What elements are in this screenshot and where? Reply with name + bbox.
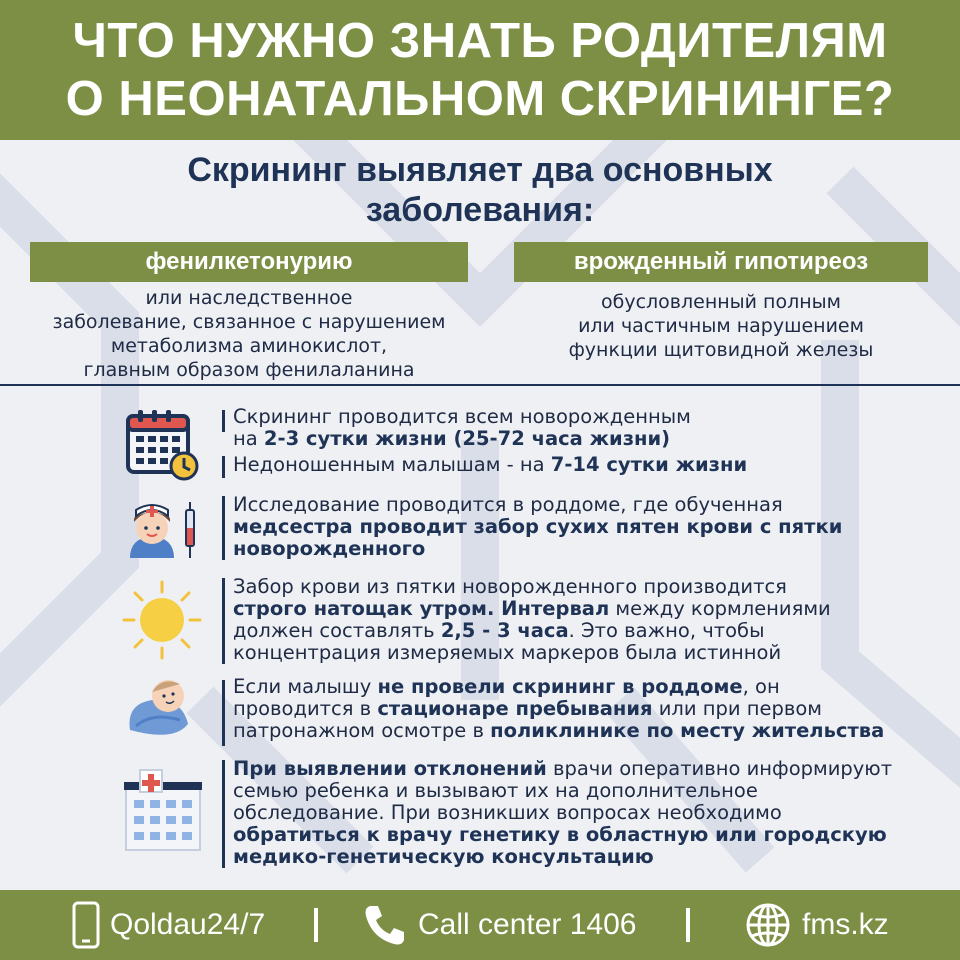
- text-line: [233, 428, 933, 450]
- bold-span: При выявлении отклонений: [233, 757, 547, 780]
- row-bar: [222, 456, 225, 478]
- text-span: или при первом патронажном осмотре в: [233, 697, 823, 742]
- row-bar: [222, 496, 225, 560]
- row-bar: [222, 680, 225, 746]
- text-span: Недоношенным малышам - на: [233, 453, 551, 476]
- disease-name: фенилкетонурию: [30, 242, 468, 282]
- desc-line: или частичным нарушением: [578, 315, 864, 337]
- subtitle: [0, 150, 960, 230]
- desc-line: заболевание, связанное с нарушением: [52, 311, 446, 333]
- text-span: между кормлениями должен составлять: [233, 597, 831, 642]
- row-bar: [222, 410, 225, 432]
- globe-icon: [744, 901, 792, 949]
- disease-description: [514, 290, 928, 362]
- disease-description: [30, 286, 468, 382]
- row-bar: [222, 578, 225, 664]
- footer-separator: [686, 908, 690, 942]
- text-span: . Это важно, чтобы концентрация измеряемых маркеров была истинной: [233, 619, 782, 664]
- nurse-syringe-icon: [122, 500, 208, 562]
- text-line: Исследование проводится в роддоме, где обученная: [233, 493, 783, 516]
- row-bar: [222, 760, 225, 868]
- footer-call-center-label: Call center 1406: [418, 908, 637, 941]
- bold-span: 2,5 - 3 часа: [440, 619, 569, 642]
- info-row-deviations: [0, 758, 960, 870]
- calendar-clock-icon: [122, 406, 208, 482]
- bold-span: медсестра проводит забор сухих пятен крови с пятки новорожденного: [233, 515, 843, 560]
- footer-qoldau-label: Qoldau24/7: [110, 908, 266, 941]
- desc-line: функции щитовидной железы: [568, 339, 874, 361]
- info-row-timing: [0, 404, 960, 484]
- text-line: Скрининг проводится всем новорожденным: [233, 405, 691, 428]
- footer-website[interactable]: [744, 890, 889, 960]
- info-row-missed-screening: [0, 676, 960, 748]
- text-span: Забор крови из пятки новорожденного производится: [233, 575, 787, 598]
- bold-span: стационаре пребывания: [377, 697, 653, 720]
- desc-line: главным образом фенилаланина: [83, 359, 415, 381]
- bold-span: поликлинике по месту жительства: [490, 719, 885, 742]
- baby-icon: [122, 676, 208, 742]
- row-text: [233, 758, 913, 868]
- bold-span: 2-3 сутки жизни (25-72 часа жизни): [263, 427, 671, 450]
- disease-phenylketonuria: [30, 242, 468, 382]
- sun-icon: [122, 580, 208, 660]
- text-span: врачи оперативно информируют семью ребенка и вызывают их на дополнительное обследование. При возникших вопросах необходимо: [233, 757, 893, 824]
- footer-separator: [314, 908, 318, 942]
- disease-hypothyroidism: [514, 242, 928, 362]
- title-line-2: О НЕОНАТАЛЬНОМ СКРИНИНГЕ?: [65, 72, 895, 126]
- row-text: [233, 406, 933, 476]
- footer-qoldau[interactable]: [72, 890, 265, 960]
- footer-bar: [0, 890, 960, 960]
- phone-icon: [72, 901, 100, 949]
- disease-name: врожденный гипотиреоз: [514, 242, 928, 282]
- text-line: [233, 454, 933, 476]
- footer-website-label: fms.kz: [802, 908, 889, 941]
- bold-span: строго натощак утром. Интервал: [233, 597, 610, 620]
- bold-span: обратиться к врачу генетику в областную или городскую медико-генетическую консультацию: [233, 823, 887, 868]
- subtitle-line-1: Скрининг выявляет два основных: [187, 151, 773, 189]
- text-span: Если малышу: [233, 675, 378, 698]
- bold-span: 7-14 сутки жизни: [550, 453, 748, 476]
- footer-call-center[interactable]: [362, 890, 636, 960]
- row-text: [233, 676, 893, 742]
- info-row-nurse: [0, 494, 960, 564]
- desc-line: или наследственное: [145, 287, 353, 309]
- desc-line: обусловленный полным: [600, 291, 841, 313]
- text-span: на: [233, 427, 264, 450]
- row-text: [233, 576, 833, 664]
- desc-line: метаболизма аминокислот,: [110, 335, 388, 357]
- bold-span: не провели скрининг в роддоме: [377, 675, 743, 698]
- title-line-1: ЧТО НУЖНО ЗНАТЬ РОДИТЕЛЯМ: [72, 14, 888, 68]
- subtitle-line-2: заболевания:: [365, 191, 595, 229]
- handset-icon: [362, 902, 408, 948]
- info-row-fasting: [0, 576, 960, 666]
- row-text: [233, 494, 853, 560]
- text-span: , он проводится в: [233, 675, 780, 720]
- hospital-icon: [122, 768, 208, 852]
- section-divider: [0, 384, 960, 386]
- header-banner: [0, 0, 960, 140]
